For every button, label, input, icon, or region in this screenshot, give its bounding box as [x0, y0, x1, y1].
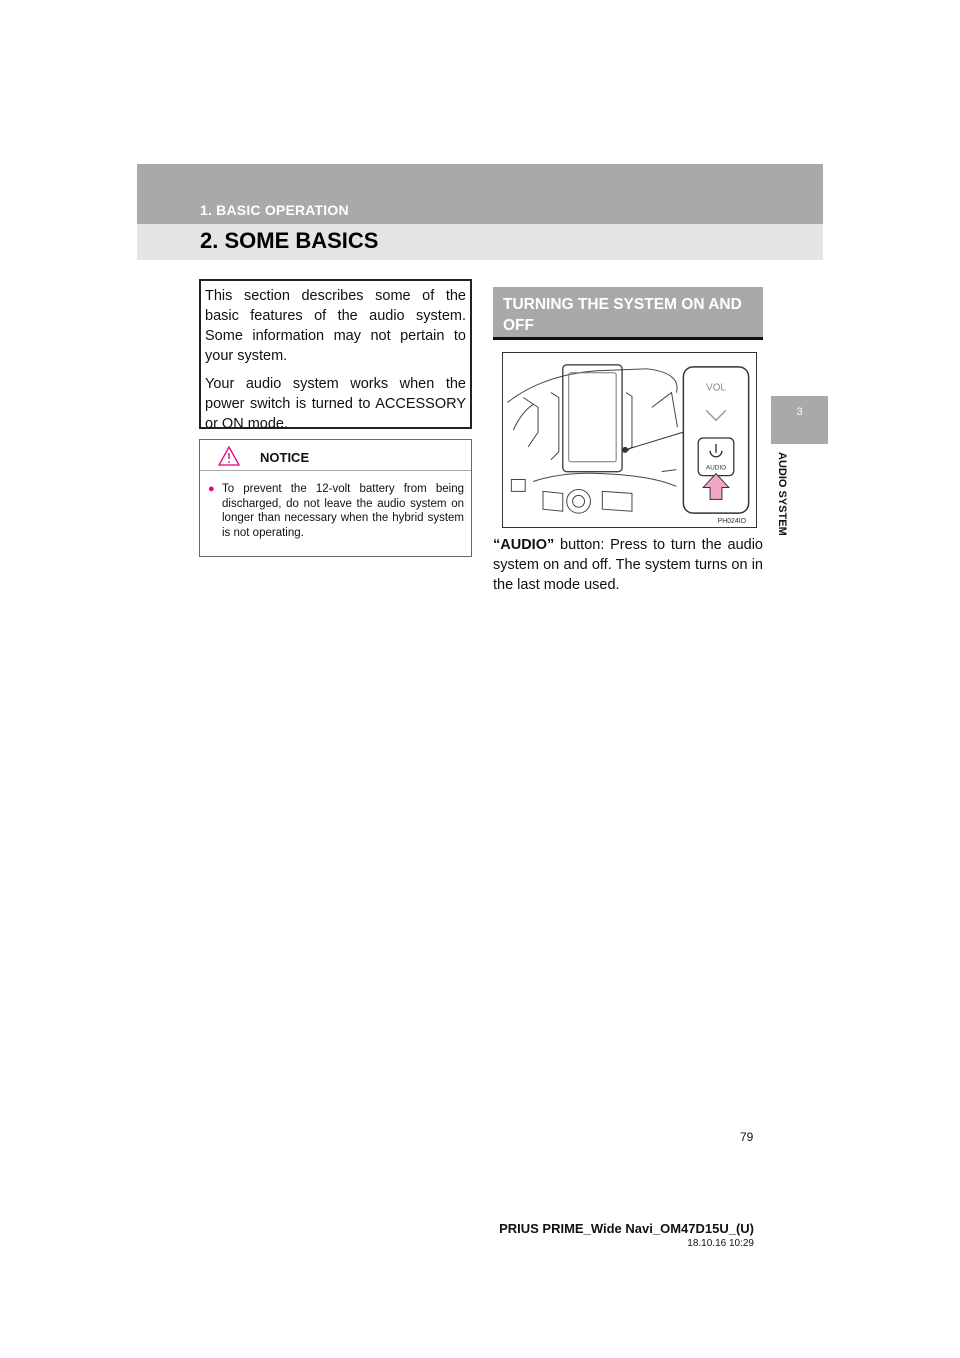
caption-text: button: Press to turn the audio system on and off. The system turns on in the last mode used.	[493, 537, 763, 593]
page-number: 79	[740, 1130, 754, 1144]
notice-header	[200, 440, 471, 471]
page-title: 2. SOME BASICS	[200, 228, 379, 253]
chapter-tab-number: 3	[796, 406, 803, 418]
bullet-icon: ●	[208, 483, 215, 495]
chapter-tab-label-wrap	[776, 452, 790, 562]
footer-timestamp: 18.10.16 10:29	[687, 1238, 754, 1249]
chapter-tab-label: AUDIO SYSTEM	[776, 452, 788, 536]
notice-title: NOTICE	[260, 450, 310, 465]
notice-box	[199, 439, 472, 557]
intro-paragraph: This section describes some of the basic features of the audio system. Some information may not pertain to your system.	[205, 288, 466, 364]
notice-item-text: To prevent the 12-volt battery from being discharged, do not leave the audio system on longer than necessary when the hybrid system is not operating.	[222, 483, 464, 539]
illustration-caption	[493, 535, 763, 595]
section-heading: TURNING THE SYSTEM ON AND OFF	[503, 296, 742, 334]
notice-item	[208, 482, 464, 540]
caption-button-name: “AUDIO”	[493, 537, 555, 553]
section-heading-box	[493, 287, 763, 340]
intro-box	[199, 279, 472, 432]
intro-paragraph: Your audio system works when the power switch is turned to ACCESSORY or ON mode.	[205, 376, 466, 432]
chapter-tab	[771, 396, 828, 444]
vol-label: VOL	[706, 382, 726, 394]
dashboard-illustration	[502, 352, 757, 528]
figure-code: PH024IO	[717, 518, 747, 526]
audio-label: AUDIO	[705, 464, 727, 472]
footer-doc-title: PRIUS PRIME_Wide Navi_OM47D15U_(U)	[499, 1221, 754, 1236]
warning-triangle-icon	[218, 446, 240, 466]
chapter-section-label: 1. BASIC OPERATION	[200, 202, 349, 218]
